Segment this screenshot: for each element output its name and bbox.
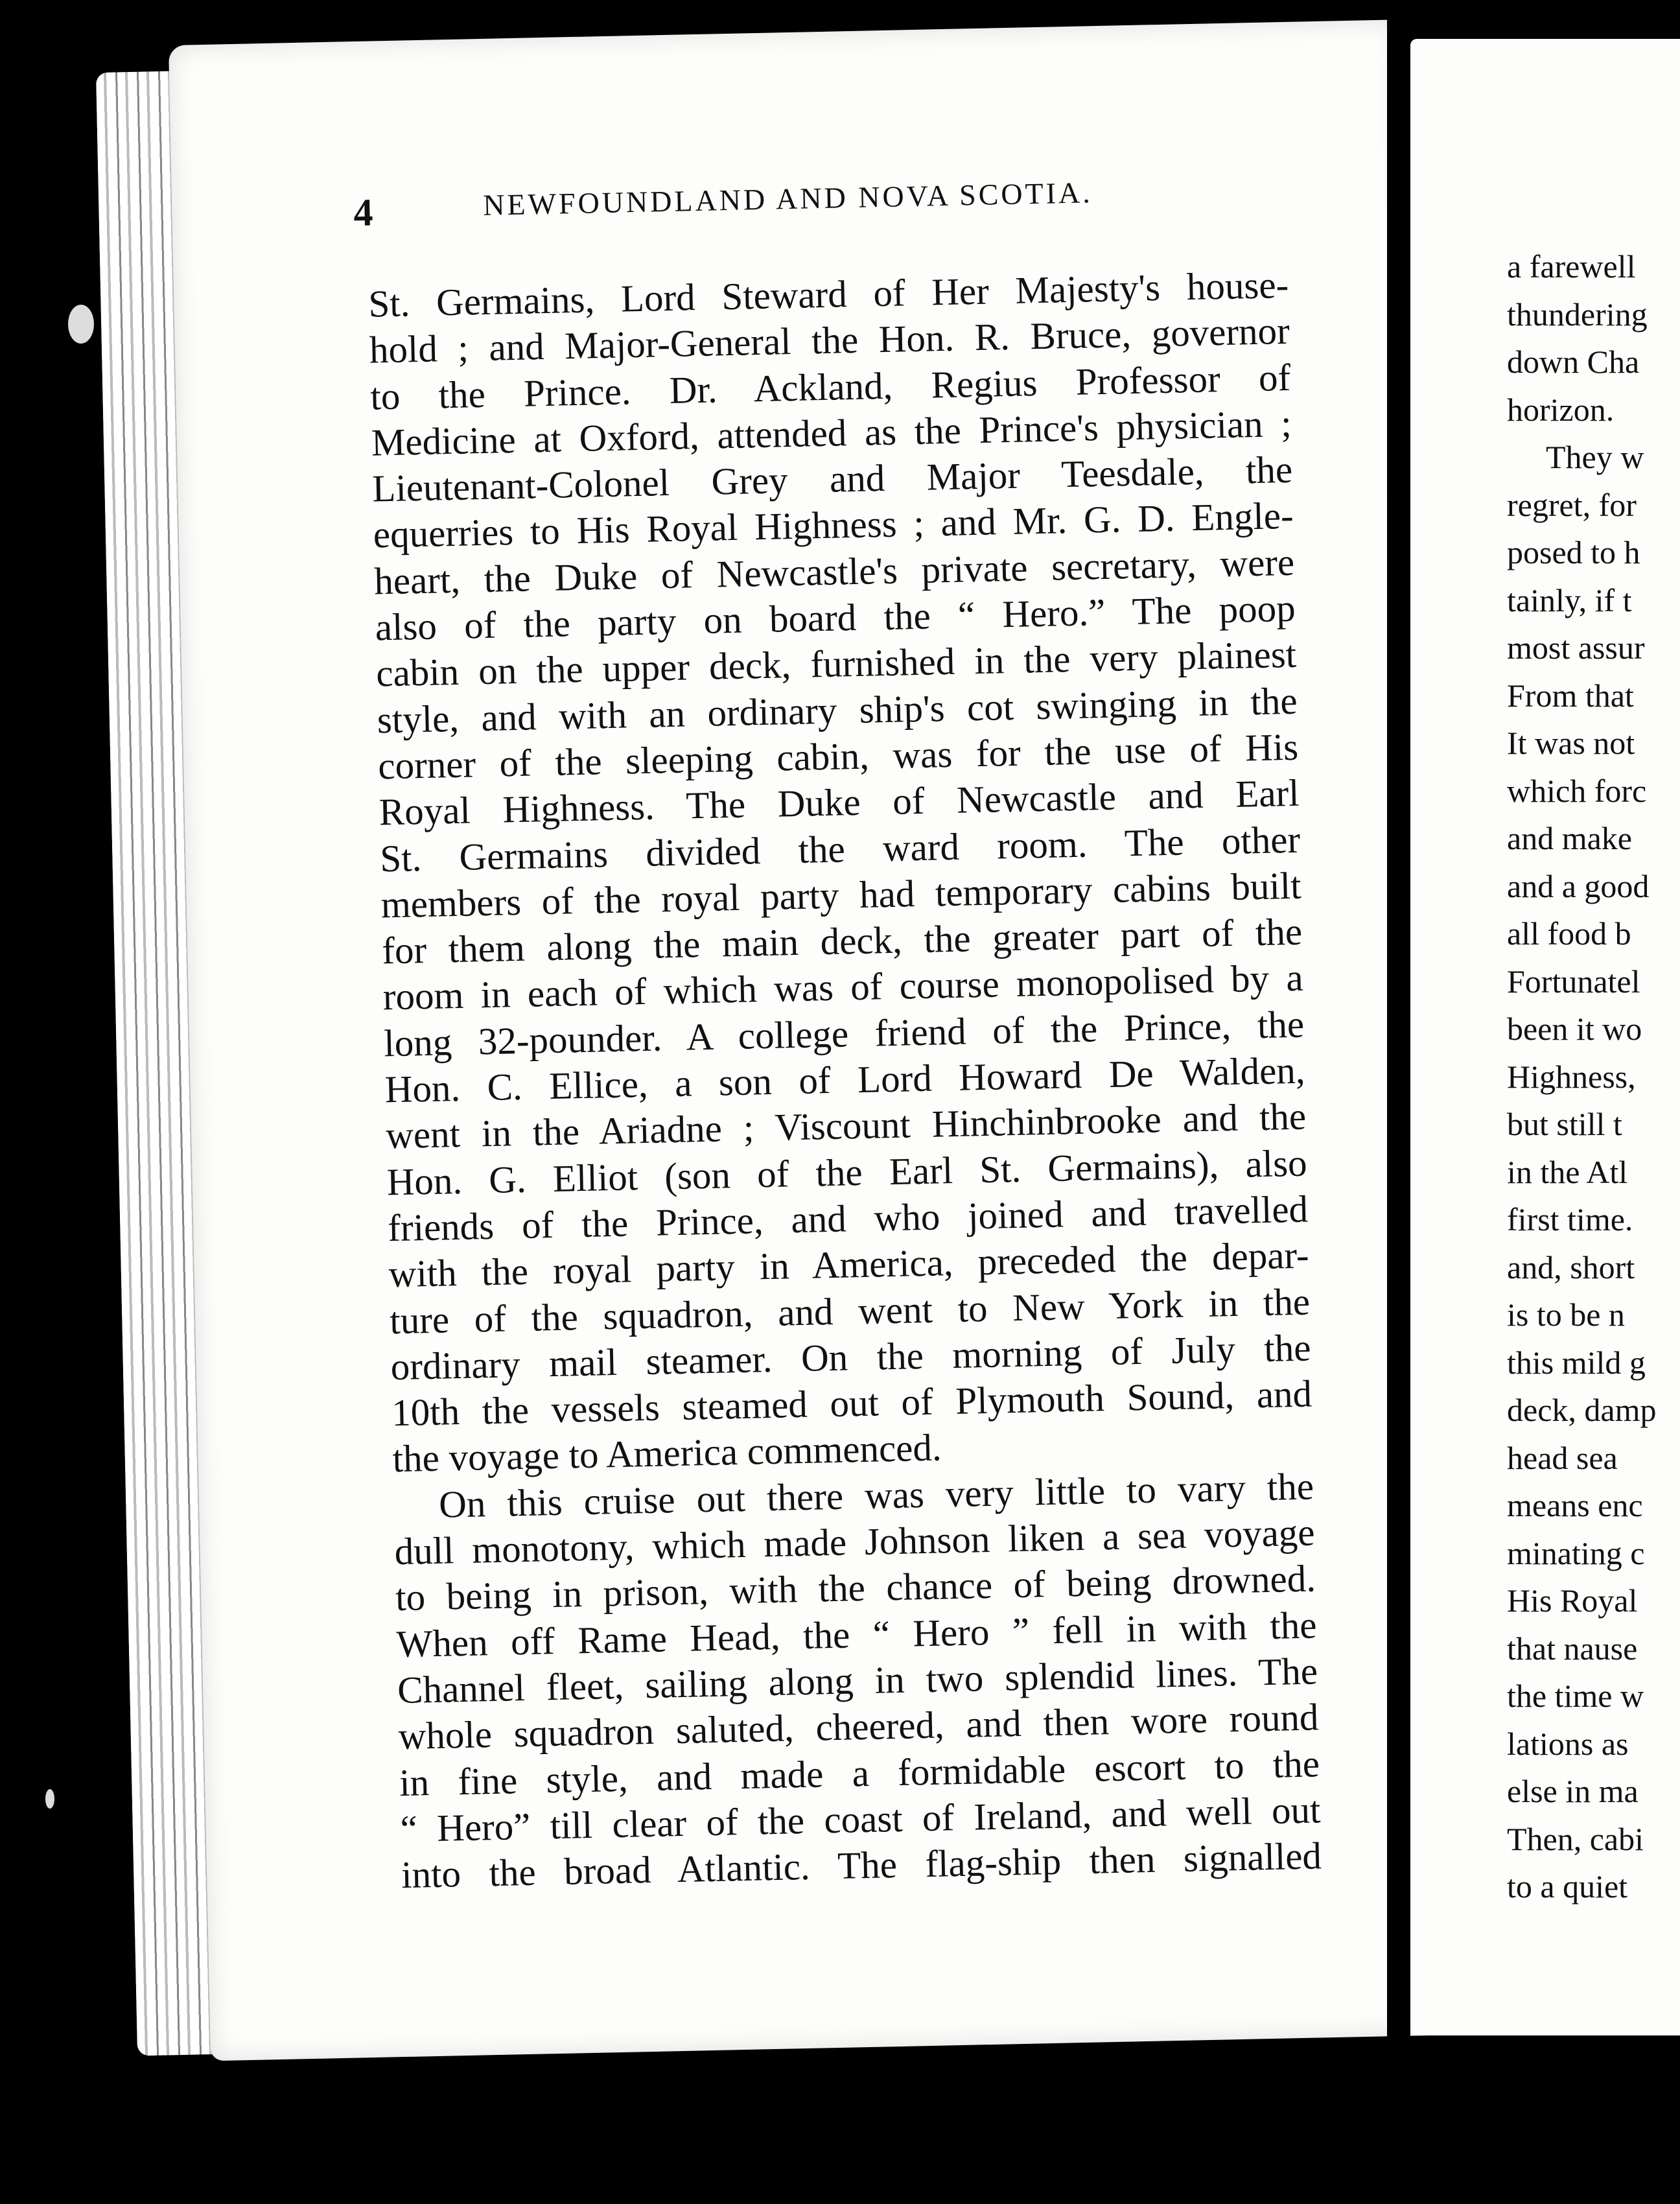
text-line: Medicine at Oxford, attended as the Prince's physician ;	[371, 401, 1292, 464]
text-line: is to be n	[1507, 1296, 1625, 1333]
page-number: 4	[353, 191, 377, 235]
text-line: It was not	[1507, 725, 1635, 761]
text-line: cabin on the upper deck, furnished in the very plainest	[375, 633, 1297, 695]
paragraph-start-line: On this cruise out there was very little to vary the	[438, 1464, 1314, 1526]
text-line: tainly, if t	[1507, 581, 1632, 618]
text-line: lations as	[1507, 1725, 1629, 1762]
scan-speck	[68, 305, 94, 344]
text-line: went in the Ariadne ; Viscount Hinchinbrooke and the	[385, 1094, 1307, 1157]
paragraph-start-line: They w	[1546, 439, 1644, 475]
text-line: whole squadron saluted, cheered, and then wore round	[398, 1695, 1320, 1758]
text-line: in the Atl	[1507, 1153, 1628, 1190]
text-line: St. Germains divided the ward room. The other	[379, 817, 1301, 880]
text-line: “ Hero” till clear of the coast of Ireland, and well out	[399, 1788, 1322, 1850]
text-line: style, and with an ordinary ship's cot swinging in the	[377, 679, 1298, 742]
text-line: the time w	[1507, 1678, 1644, 1714]
text-line: Fortunatel	[1507, 963, 1640, 1000]
text-line: Royal Highness. The Duke of Newcastle and Earl	[379, 771, 1300, 834]
text-line: first time.	[1507, 1201, 1633, 1237]
text-line: St. Germains, Lord Steward of Her Majesty's house-	[368, 263, 1289, 325]
text-line: 10th the vessels steamed out of Plymouth Sound, and	[391, 1372, 1312, 1435]
text-line: means enc	[1507, 1487, 1643, 1523]
text-line: regret, for	[1507, 486, 1637, 523]
text-line: Lieutenant-Colonel Grey and Major Teesdale, the	[371, 448, 1293, 510]
text-line: members of the royal party had temporary cabins built	[380, 863, 1302, 926]
paragraph-end-line: the voyage to America commenced.	[392, 1425, 942, 1481]
text-line: thundering	[1507, 296, 1648, 333]
left-page	[169, 19, 1442, 2061]
text-line: long 32-pounder. A college friend of the Prince, the	[383, 1002, 1305, 1065]
text-line: friends of the Prince, and who joined and travelled	[387, 1187, 1309, 1250]
text-line: hold ; and Major-General the Hon. R. Bruce, governor	[369, 309, 1290, 371]
text-line: deck, damp	[1507, 1392, 1657, 1428]
book-gutter	[1387, 0, 1410, 2204]
left-page-body	[368, 262, 1322, 1899]
text-line: Highness,	[1507, 1058, 1636, 1095]
text-line: head sea	[1507, 1439, 1618, 1476]
text-line: From that	[1507, 677, 1634, 714]
scan-speck	[45, 1789, 54, 1809]
text-line: but still t	[1507, 1106, 1622, 1142]
text-line: and, short	[1507, 1249, 1635, 1285]
text-line: been it wo	[1507, 1011, 1642, 1047]
text-line: this mild g	[1507, 1344, 1646, 1381]
text-line: which forc	[1507, 772, 1647, 809]
text-line: When off Rame Head, the “ Hero ” fell in with the	[396, 1603, 1318, 1665]
text-line: ture of the squadron, and went to New York in the	[389, 1280, 1311, 1342]
text-line: down Cha	[1507, 344, 1640, 380]
text-line: that nause	[1507, 1630, 1638, 1667]
text-line: else in ma	[1507, 1773, 1639, 1809]
text-line: corner of the sleeping cabin, was for the use of His	[377, 725, 1299, 788]
text-line: Then, cabi	[1507, 1820, 1644, 1857]
running-head	[353, 170, 1345, 235]
text-line: dull monotony, which made Johnson liken a sea voyage	[394, 1510, 1316, 1573]
text-line: equerries to His Royal Highness ; and Mr. G. D. Engle-	[373, 494, 1294, 557]
text-line: and a good	[1507, 867, 1650, 904]
text-line: minating c	[1507, 1534, 1645, 1571]
text-line: horizon.	[1507, 391, 1615, 428]
text-line: Hon. G. Elliot (son of the Earl St. Germains), also	[386, 1141, 1308, 1203]
text-line: a farewell	[1507, 248, 1636, 285]
text-line: for them along the main deck, the greater part of the	[381, 909, 1303, 972]
text-line: most assur	[1507, 629, 1645, 666]
text-line: also of the party on board the “ Hero.” The poop	[375, 586, 1296, 649]
text-line: to the Prince. Dr. Ackland, Regius Professor of	[369, 355, 1291, 418]
text-line: to a quiet	[1507, 1868, 1628, 1905]
text-line: ordinary mail steamer. On the morning of July the	[390, 1326, 1312, 1389]
text-line: with the royal party in America, preceded the depar-	[388, 1233, 1310, 1296]
text-line: His Royal	[1507, 1582, 1638, 1619]
text-line: Channel fleet, sailing along in two splendid lines. The	[397, 1649, 1318, 1712]
text-line: all food b	[1507, 915, 1631, 952]
text-line: to being in prison, with the chance of being drowned.	[395, 1556, 1316, 1619]
text-line: in fine style, and made a formidable escort to the	[399, 1741, 1320, 1804]
running-head-title: NEWFOUNDLAND AND NOVA SCOTIA.	[482, 176, 1093, 222]
text-line: posed to h	[1507, 534, 1640, 570]
text-line: and make	[1507, 820, 1632, 856]
text-line: heart, the Duke of Newcastle's private secretary, were	[373, 540, 1295, 603]
text-line: into the broad Atlantic. The flag-ship then signalled	[401, 1834, 1322, 1897]
text-line: room in each of which was of course monopolised by a	[382, 956, 1304, 1018]
right-page-body	[1507, 243, 1680, 1911]
text-line: Hon. C. Ellice, a son of Lord Howard De Walden,	[384, 1048, 1306, 1111]
